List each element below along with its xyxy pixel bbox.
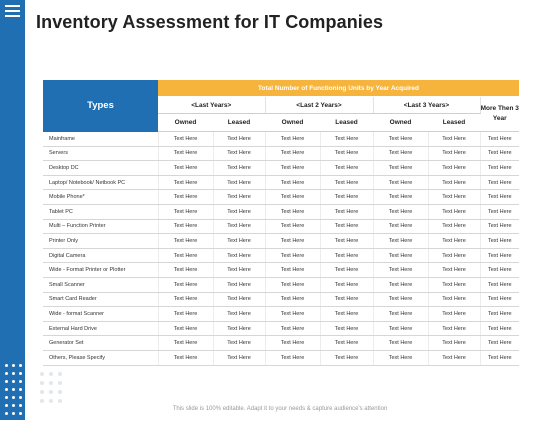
row-label: Desktop DC	[43, 161, 158, 176]
table-row	[43, 350, 519, 365]
table-cell[interactable]: Text Here	[158, 161, 213, 176]
table-row	[43, 132, 519, 147]
owned-header: Owned	[158, 114, 213, 132]
table-row	[43, 234, 519, 249]
table-cell[interactable]: Text Here	[373, 204, 428, 219]
year-header: <Last 2 Years>	[265, 97, 373, 114]
table-cell[interactable]: Text Here	[158, 321, 213, 336]
table-cell[interactable]: Text Here	[428, 263, 480, 278]
table-cell[interactable]: Text Here	[373, 336, 428, 351]
table-cell[interactable]: Text Here	[158, 219, 213, 234]
table-cell[interactable]: Text Here	[320, 321, 373, 336]
table-cell[interactable]: Text Here	[480, 248, 519, 263]
table-cell[interactable]: Text Here	[265, 219, 320, 234]
table-cell[interactable]: Text Here	[320, 292, 373, 307]
owned-header: Owned	[265, 114, 320, 132]
table-cell[interactable]: Text Here	[428, 190, 480, 205]
table-cell[interactable]: Text Here	[320, 190, 373, 205]
row-label: Printer Only	[43, 234, 158, 249]
table-cell[interactable]: Text Here	[265, 190, 320, 205]
table-cell[interactable]: Text Here	[428, 146, 480, 161]
table-cell[interactable]: Text Here	[373, 263, 428, 278]
table-row	[43, 175, 519, 190]
table-cell[interactable]: Text Here	[265, 248, 320, 263]
table-row	[43, 307, 519, 322]
table-cell[interactable]: Text Here	[373, 321, 428, 336]
year-header: <Last Years>	[158, 97, 265, 114]
table-cell[interactable]: Text Here	[265, 263, 320, 278]
table-cell[interactable]: Text Here	[373, 292, 428, 307]
table-cell[interactable]: Text Here	[213, 336, 265, 351]
row-label: Multi – Function Printer	[43, 219, 158, 234]
table-cell[interactable]: Text Here	[373, 307, 428, 322]
table-cell[interactable]: Text Here	[480, 146, 519, 161]
table-cell[interactable]: Text Here	[480, 132, 519, 147]
table-cell[interactable]: Text Here	[428, 292, 480, 307]
table-row	[43, 292, 519, 307]
table-cell[interactable]: Text Here	[320, 248, 373, 263]
table-row	[43, 204, 519, 219]
row-label: Tablet PC	[43, 204, 158, 219]
table-cell[interactable]: Text Here	[213, 248, 265, 263]
table-cell[interactable]: Text Here	[265, 204, 320, 219]
menu-icon[interactable]	[5, 5, 20, 20]
table-cell[interactable]: Text Here	[480, 277, 519, 292]
table-cell[interactable]: Text Here	[480, 307, 519, 322]
leased-header: Leased	[320, 114, 373, 132]
table-cell[interactable]: Text Here	[428, 132, 480, 147]
table-row	[43, 263, 519, 278]
row-label: Laptop/ Notebook/ Netbook PC	[43, 175, 158, 190]
table-cell[interactable]: Text Here	[158, 175, 213, 190]
footer-note: This slide is 100% editable. Adapt it to your needs & capture audience's attention	[172, 406, 388, 412]
row-label: Others, Please Specify	[43, 350, 158, 365]
table-cell[interactable]: Text Here	[428, 307, 480, 322]
table-cell[interactable]: Text Here	[265, 336, 320, 351]
table-cell[interactable]: Text Here	[428, 234, 480, 249]
table-cell[interactable]: Text Here	[480, 321, 519, 336]
table-cell[interactable]: Text Here	[213, 292, 265, 307]
table-cell[interactable]: Text Here	[265, 132, 320, 147]
table-cell[interactable]: Text Here	[265, 234, 320, 249]
table-cell[interactable]: Text Here	[213, 234, 265, 249]
table-cell[interactable]: Text Here	[320, 175, 373, 190]
table-cell[interactable]: Text Here	[373, 175, 428, 190]
table-cell[interactable]: Text Here	[373, 146, 428, 161]
table-cell[interactable]: Text Here	[158, 292, 213, 307]
table-cell[interactable]: Text Here	[480, 336, 519, 351]
inventory-table	[43, 80, 519, 366]
table-cell[interactable]: Text Here	[428, 204, 480, 219]
leased-header: Leased	[213, 114, 265, 132]
table-row	[43, 336, 519, 351]
table-cell[interactable]: Text Here	[320, 307, 373, 322]
row-label: Wide - format Scanner	[43, 307, 158, 322]
table-cell[interactable]: Text Here	[373, 219, 428, 234]
table-cell[interactable]: Text Here	[480, 292, 519, 307]
table-cell[interactable]: Text Here	[373, 248, 428, 263]
table-row	[43, 248, 519, 263]
table-body	[43, 132, 519, 366]
table-cell[interactable]: Text Here	[265, 321, 320, 336]
table-cell[interactable]: Text Here	[373, 132, 428, 147]
row-label: Small Scanner	[43, 277, 158, 292]
table-cell[interactable]: Text Here	[480, 263, 519, 278]
row-label: Wide - Format Printer or Plotter	[43, 263, 158, 278]
table-cell[interactable]: Text Here	[158, 263, 213, 278]
table-cell[interactable]: Text Here	[213, 350, 265, 365]
table-cell[interactable]: Text Here	[373, 161, 428, 176]
table-cell[interactable]: Text Here	[320, 234, 373, 249]
row-label: Mobile Phone*	[43, 190, 158, 205]
table-cell[interactable]: Text Here	[428, 161, 480, 176]
table-cell[interactable]: Text Here	[480, 219, 519, 234]
table-cell[interactable]: Text Here	[213, 175, 265, 190]
table-cell[interactable]: Text Here	[373, 234, 428, 249]
table-cell[interactable]: Text Here	[213, 307, 265, 322]
table-cell[interactable]: Text Here	[213, 321, 265, 336]
row-label: Digital Camera	[43, 248, 158, 263]
table-cell[interactable]: Text Here	[320, 132, 373, 147]
table-cell[interactable]: Text Here	[320, 263, 373, 278]
more-than-3-years-header: More Then 3 Year	[480, 97, 519, 132]
table-cell[interactable]: Text Here	[480, 204, 519, 219]
table-cell[interactable]: Text Here	[320, 204, 373, 219]
table-cell[interactable]: Text Here	[320, 350, 373, 365]
table-cell[interactable]: Text Here	[428, 336, 480, 351]
table-cell[interactable]: Text Here	[265, 350, 320, 365]
group-header: Total Number of Functioning Units by Year Acquired	[158, 80, 519, 97]
table-cell[interactable]: Text Here	[158, 277, 213, 292]
table-cell[interactable]: Text Here	[213, 277, 265, 292]
table-cell[interactable]: Text Here	[213, 219, 265, 234]
table-cell[interactable]: Text Here	[373, 277, 428, 292]
table-cell[interactable]: Text Here	[158, 146, 213, 161]
table-cell[interactable]: Text Here	[158, 336, 213, 351]
table-cell[interactable]: Text Here	[480, 161, 519, 176]
table-cell[interactable]: Text Here	[428, 321, 480, 336]
row-label: Smart Card Reader	[43, 292, 158, 307]
table-cell[interactable]: Text Here	[213, 146, 265, 161]
table-cell[interactable]: Text Here	[213, 204, 265, 219]
table-cell[interactable]: Text Here	[158, 350, 213, 365]
table-cell[interactable]: Text Here	[428, 350, 480, 365]
row-label: External Hard Drive	[43, 321, 158, 336]
table-cell[interactable]: Text Here	[428, 219, 480, 234]
table-cell[interactable]: Text Here	[480, 350, 519, 365]
table-row	[43, 146, 519, 161]
table-cell[interactable]: Text Here	[158, 248, 213, 263]
table-cell[interactable]: Text Here	[265, 292, 320, 307]
row-label: Mainframe	[43, 132, 158, 147]
table-cell[interactable]: Text Here	[265, 277, 320, 292]
faint-dot-decoration	[40, 372, 62, 403]
dot-pattern-decoration	[5, 364, 29, 439]
table-cell[interactable]: Text Here	[480, 190, 519, 205]
table-row	[43, 190, 519, 205]
table-cell[interactable]: Text Here	[320, 277, 373, 292]
left-accent-bar	[0, 0, 25, 420]
row-label: Servers	[43, 146, 158, 161]
table-cell[interactable]: Text Here	[158, 234, 213, 249]
leased-header: Leased	[428, 114, 480, 132]
table-cell[interactable]: Text Here	[480, 234, 519, 249]
table-cell[interactable]: Text Here	[213, 161, 265, 176]
table-cell[interactable]: Text Here	[213, 263, 265, 278]
types-header: Types	[43, 80, 158, 132]
table-cell[interactable]: Text Here	[320, 219, 373, 234]
table-cell[interactable]: Text Here	[265, 161, 320, 176]
table-cell[interactable]: Text Here	[265, 175, 320, 190]
row-label: Generator Set	[43, 336, 158, 351]
table-cell[interactable]: Text Here	[373, 350, 428, 365]
page-title: Inventory Assessment for IT Companies	[36, 12, 384, 32]
table-cell[interactable]: Text Here	[428, 175, 480, 190]
year-header: <Last 3 Years>	[373, 97, 480, 114]
table-row	[43, 161, 519, 176]
table-cell[interactable]: Text Here	[320, 146, 373, 161]
table-cell[interactable]: Text Here	[158, 204, 213, 219]
table-row	[43, 321, 519, 336]
table-cell[interactable]: Text Here	[373, 190, 428, 205]
table-cell[interactable]: Text Here	[480, 175, 519, 190]
table-cell[interactable]: Text Here	[265, 146, 320, 161]
table-cell[interactable]: Text Here	[428, 248, 480, 263]
table-row	[43, 277, 519, 292]
owned-header: Owned	[373, 114, 428, 132]
table-cell[interactable]: Text Here	[428, 277, 480, 292]
table-cell[interactable]: Text Here	[213, 190, 265, 205]
table-cell[interactable]: Text Here	[265, 307, 320, 322]
table-row	[43, 219, 519, 234]
table-cell[interactable]: Text Here	[320, 336, 373, 351]
table-cell[interactable]: Text Here	[158, 190, 213, 205]
table-cell[interactable]: Text Here	[320, 161, 373, 176]
table-cell[interactable]: Text Here	[158, 307, 213, 322]
table-cell[interactable]: Text Here	[213, 132, 265, 147]
table-cell[interactable]: Text Here	[158, 132, 213, 147]
